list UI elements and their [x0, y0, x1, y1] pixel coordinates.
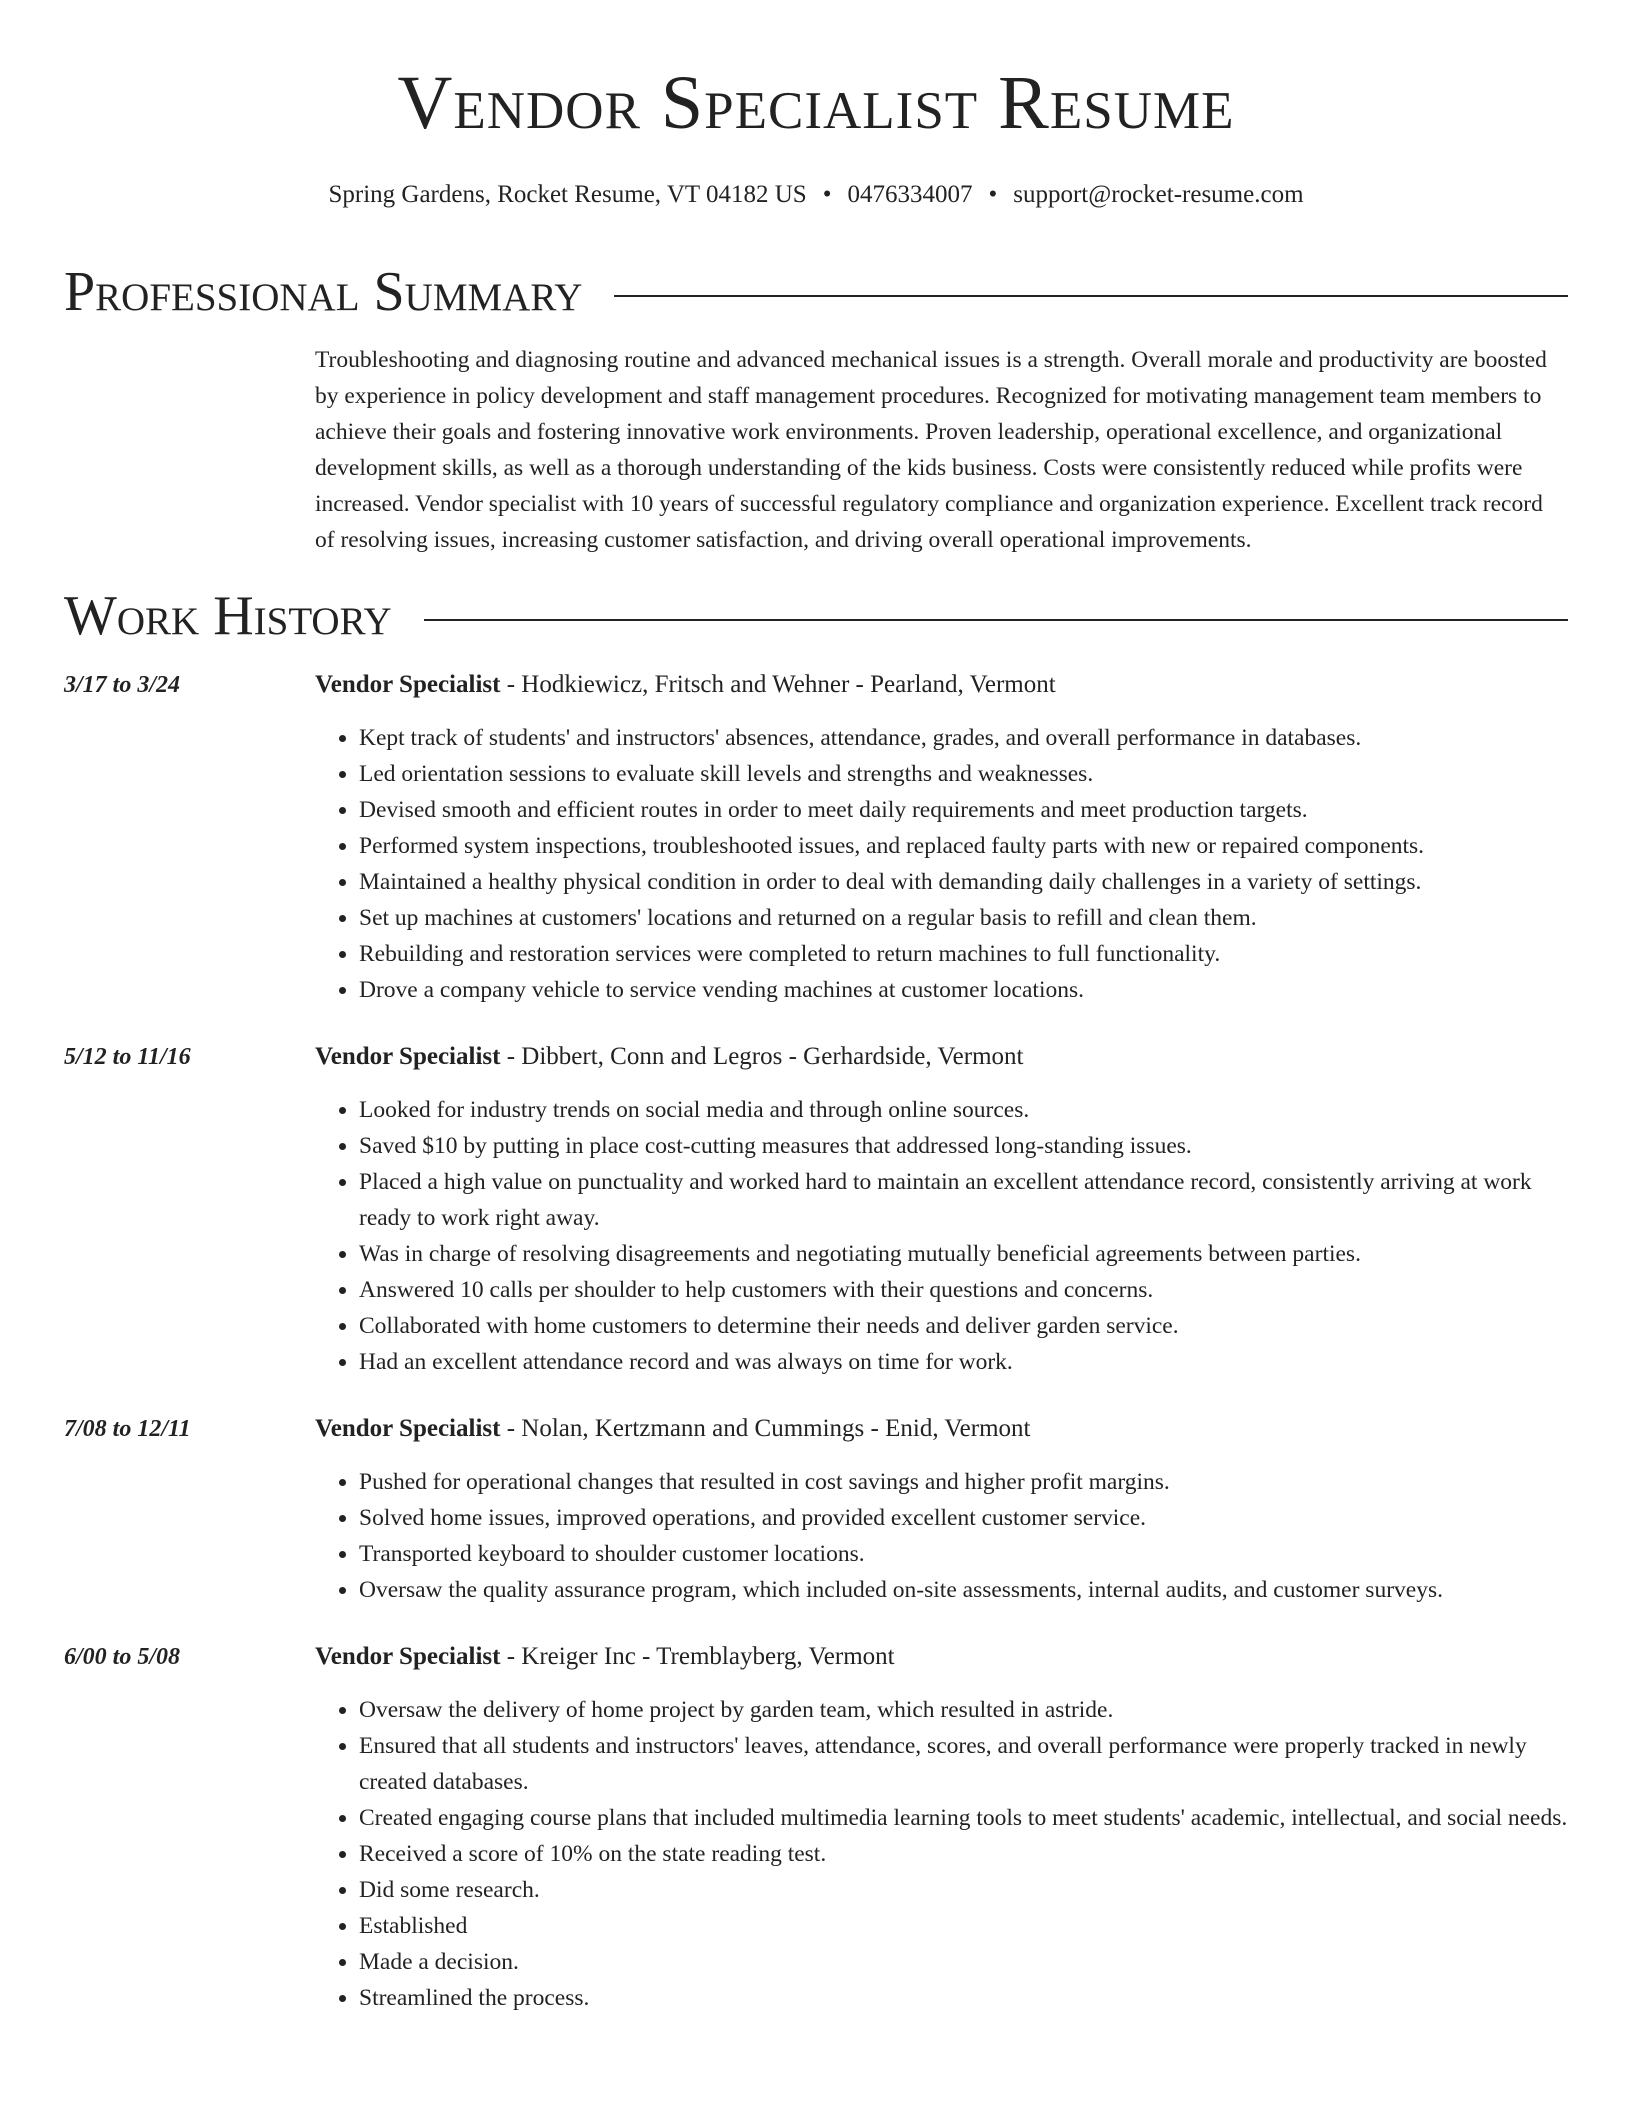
job-heading: [315, 1640, 1568, 1674]
job-duty-item: • Collaborated with home customers to determine their needs and deliver garden service.: [359, 1308, 1568, 1344]
job-dates: 3/17 to 3/24: [64, 672, 181, 698]
section-divider: [424, 619, 1568, 621]
job-duty-item: • Saved $10 by putting in place cost-cutting measures that addressed long-standing issues.: [359, 1128, 1568, 1164]
job-duty-item: • Devised smooth and efficient routes in order to meet daily requirements and meet production targets.: [359, 792, 1568, 828]
job-duty-item: • Set up machines at customers' locations and returned on a regular basis to refill and clean them.: [359, 900, 1568, 936]
job-duty-item: • Did some research.: [359, 1872, 1568, 1908]
section-work-history: [64, 586, 1568, 646]
section-divider: [614, 295, 1568, 297]
job-duty-item: • Transported keyboard to shoulder customer locations.: [359, 1536, 1568, 1572]
job-duty-item: • Rebuilding and restoration services were completed to return machines to full functionality.: [359, 936, 1568, 972]
job-duty-item: • Solved home issues, improved operations, and provided excellent customer service.: [359, 1500, 1568, 1536]
job-duty-item: • Kept track of students' and instructors' absences, attendance, grades, and overall performance in databases.: [359, 720, 1568, 756]
job-duties-list: [315, 720, 1568, 1008]
job-role: Vendor Specialist: [315, 1043, 501, 1070]
job-duty-item: • Was in charge of resolving disagreements and negotiating mutually beneficial agreements between parties.: [359, 1236, 1568, 1272]
job-duty-item: • Maintained a healthy physical condition in order to deal with demanding daily challenges in a variety of settings.: [359, 864, 1568, 900]
job-duty-item: • Pushed for operational changes that resulted in cost savings and higher profit margins.: [359, 1464, 1568, 1500]
resume-title: Vendor Specialist Resume: [397, 61, 1235, 145]
job-employer-location: - Kreiger Inc - Tremblayberg, Vermont: [500, 1643, 895, 1670]
job-duties-list: [315, 1464, 1568, 1608]
job-duty-item: • Answered 10 calls per shoulder to help customers with their questions and concerns.: [359, 1272, 1568, 1308]
job-duty-item: • Ensured that all students and instructors' leaves, attendance, scores, and overall performance were properly tracked in newly created databases.: [359, 1728, 1568, 1800]
job-heading: [315, 668, 1568, 702]
job-dates: 7/08 to 12/11: [64, 1416, 191, 1442]
job-duty-item: • Streamlined the process.: [359, 1980, 1568, 2016]
section-heading-summary: Professional Summary: [64, 261, 583, 323]
job-duties-list: [315, 1092, 1568, 1380]
job-dates: 6/00 to 5/08: [64, 1644, 181, 1670]
summary-text: Troubleshooting and diagnosing routine and advanced mechanical issues is a strength. Overall morale and productivity are boosted by experience in policy development and staff management procedures. Recognized for motivating management team members to achieve their goals and fostering innovative work environments. Proven leadership, operational excellence, and organizational development skills, as well as a thorough understanding of the kids business. Costs were consistently reduced while profits were increased. Vendor specialist with 10 years of successful regulatory compliance and organization experience. Excellent track record of resolving issues, increasing customer satisfaction, and driving overall operational improvements.: [315, 347, 1547, 553]
job-employer-location: - Nolan, Kertzmann and Cummings - Enid, Vermont: [500, 1415, 1031, 1442]
job-employer-location: - Dibbert, Conn and Legros - Gerhardside, Vermont: [500, 1043, 1024, 1070]
job-duty-item: • Placed a high value on punctuality and worked hard to maintain an excellent attendance record, consistently arriving at work ready to work right away.: [359, 1164, 1568, 1236]
work-history-entry: [64, 1040, 1568, 1380]
job-employer-location: - Hodkiewicz, Fritsch and Wehner - Pearland, Vermont: [500, 671, 1056, 698]
work-history-entry: [64, 1412, 1568, 1608]
job-duty-item: • Oversaw the delivery of home project by garden team, which resulted in astride.: [359, 1692, 1568, 1728]
work-history-entry: [64, 668, 1568, 1008]
section-professional-summary: [64, 262, 1568, 322]
contact-phone: 0476334007: [847, 181, 973, 208]
work-history-entry: [64, 1640, 1568, 2016]
job-duty-item: • Created engaging course plans that included multimedia learning tools to meet students' academic, intellectual, and social needs.: [359, 1800, 1568, 1836]
job-dates: 5/12 to 11/16: [64, 1044, 191, 1070]
job-role: Vendor Specialist: [315, 1415, 501, 1442]
contact-separator: •: [988, 181, 998, 208]
contact-address: Spring Gardens, Rocket Resume, VT 04182 US: [328, 181, 807, 208]
contact-email: support@rocket-resume.com: [1013, 181, 1304, 208]
job-duties-list: [315, 1692, 1568, 2016]
job-role: Vendor Specialist: [315, 671, 501, 698]
job-duty-item: • Performed system inspections, troubleshooted issues, and replaced faulty parts with new or repaired components.: [359, 828, 1568, 864]
job-duty-item: • Drove a company vehicle to service vending machines at customer locations.: [359, 972, 1568, 1008]
work-history-list: [64, 668, 1568, 2016]
job-body: [315, 668, 1568, 1008]
job-duty-item: • Oversaw the quality assurance program, which included on-site assessments, internal audits, and customer surveys.: [359, 1572, 1568, 1608]
job-body: [315, 1040, 1568, 1380]
job-duty-item: • Had an excellent attendance record and was always on time for work.: [359, 1344, 1568, 1380]
job-duty-item: • Looked for industry trends on social media and through online sources.: [359, 1092, 1568, 1128]
job-duty-item: • Received a score of 10% on the state reading test.: [359, 1836, 1568, 1872]
job-heading: [315, 1412, 1568, 1446]
contact-line: [64, 178, 1568, 212]
job-heading: [315, 1040, 1568, 1074]
job-duty-item: • Established: [359, 1908, 1568, 1944]
contact-separator: •: [822, 181, 832, 208]
section-heading-work-history: Work History: [64, 585, 392, 647]
job-duty-item: • Made a decision.: [359, 1944, 1568, 1980]
job-duty-item: • Led orientation sessions to evaluate skill levels and strengths and weaknesses.: [359, 756, 1568, 792]
job-body: [315, 1412, 1568, 1608]
job-body: [315, 1640, 1568, 2016]
job-role: Vendor Specialist: [315, 1643, 501, 1670]
